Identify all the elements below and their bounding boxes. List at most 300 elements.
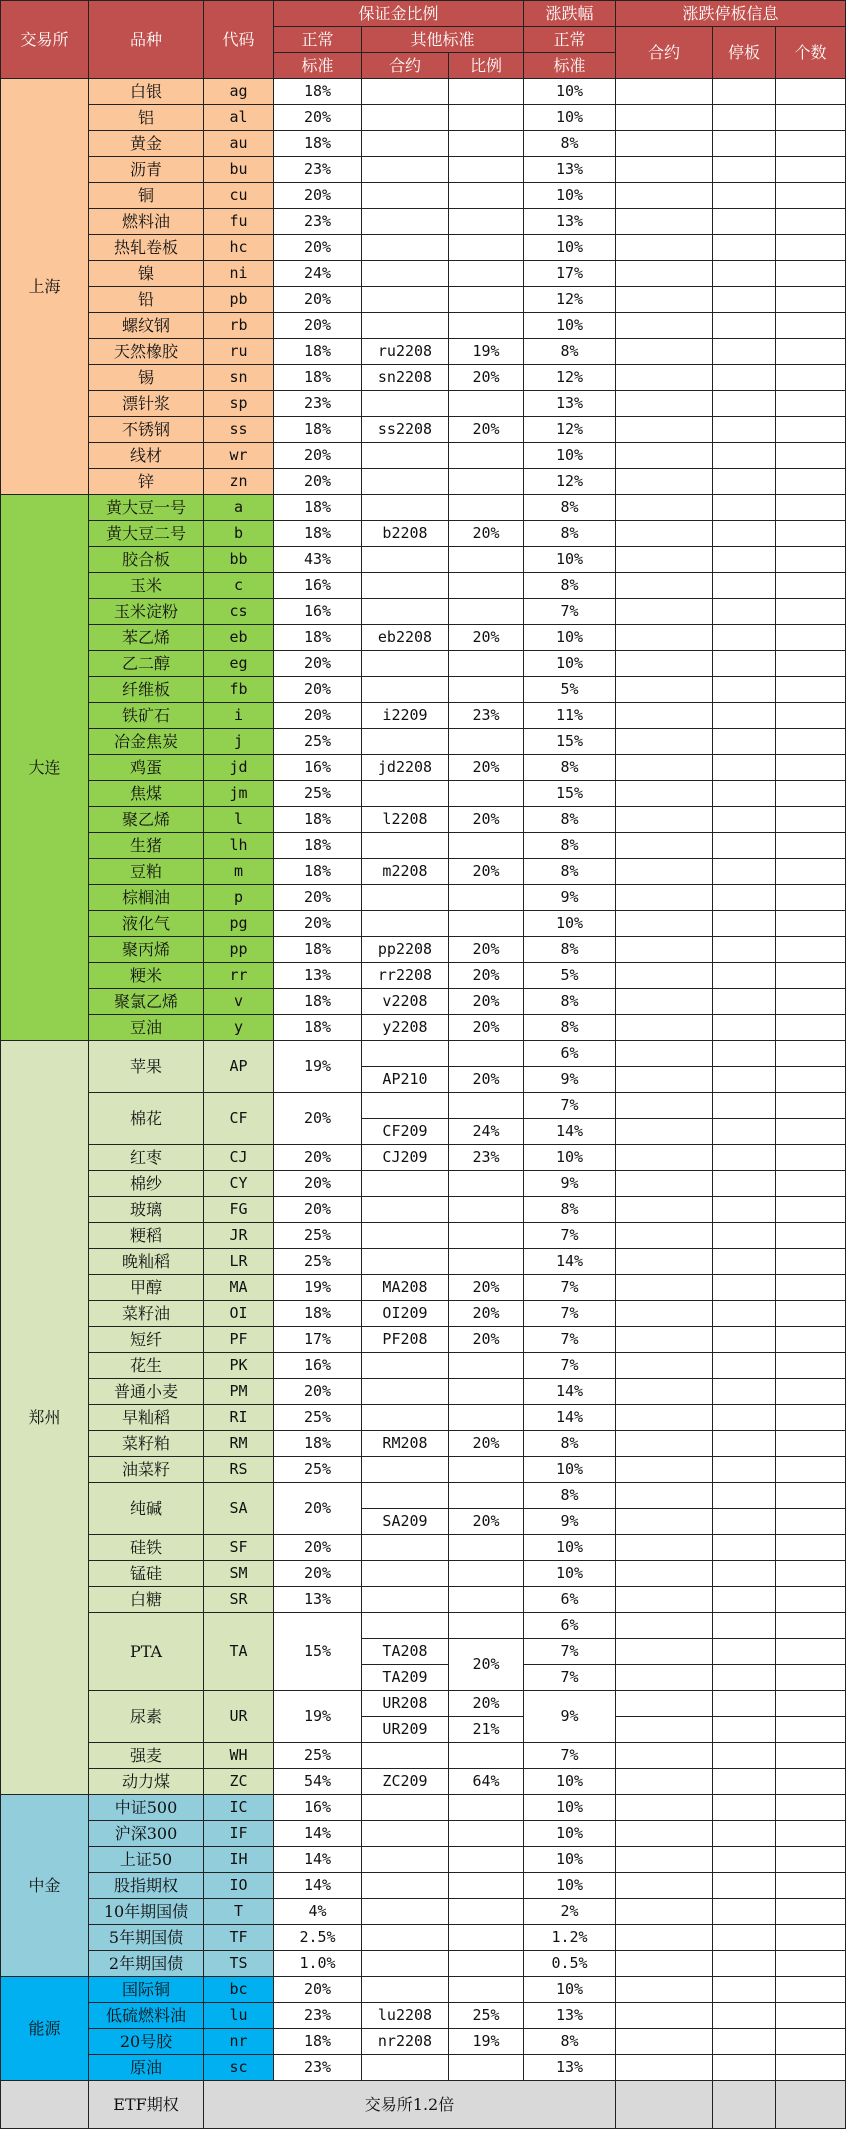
other-contract-cell <box>362 1353 449 1379</box>
info-stop-cell <box>713 1795 776 1821</box>
info-contract-cell <box>616 1119 713 1145</box>
other-contract-cell <box>362 1483 449 1509</box>
product-cell: 铅 <box>89 287 204 313</box>
info-count-cell <box>776 573 846 599</box>
limit-normal-cell: 8% <box>524 1431 616 1457</box>
other-contract-cell <box>362 1561 449 1587</box>
margin-normal-cell: 18% <box>274 625 362 651</box>
header-margin-group: 保证金比例 <box>274 1 524 27</box>
table-row <box>1 833 846 859</box>
code-cell: rb <box>204 313 274 339</box>
limit-normal-cell: 8% <box>524 495 616 521</box>
code-cell: SA <box>204 1483 274 1535</box>
info-count-cell <box>776 1301 846 1327</box>
info-count-cell <box>776 703 846 729</box>
info-contract-cell <box>616 1353 713 1379</box>
info-count-cell <box>776 131 846 157</box>
info-stop-cell <box>713 261 776 287</box>
margin-normal-cell: 20% <box>274 1093 362 1145</box>
product-cell: 线材 <box>89 443 204 469</box>
other-contract-cell: UR208 <box>362 1691 449 1717</box>
info-count-cell <box>776 1483 846 1509</box>
info-stop-cell <box>713 963 776 989</box>
info-contract-cell <box>616 131 713 157</box>
other-ratio-cell <box>449 1093 524 1119</box>
code-cell: i <box>204 703 274 729</box>
info-stop-cell <box>713 937 776 963</box>
other-contract-cell: CJ209 <box>362 1145 449 1171</box>
other-contract-cell: m2208 <box>362 859 449 885</box>
limit-normal-cell: 10% <box>524 651 616 677</box>
other-ratio-cell: 24% <box>449 1119 524 1145</box>
code-cell: fu <box>204 209 274 235</box>
table-row <box>1 885 846 911</box>
other-ratio-cell: 20% <box>449 1067 524 1093</box>
info-contract-cell <box>616 365 713 391</box>
limit-normal-cell: 12% <box>524 365 616 391</box>
info-stop-cell <box>713 677 776 703</box>
info-stop-cell <box>713 209 776 235</box>
info-count-cell <box>776 495 846 521</box>
margin-normal-cell: 18% <box>274 989 362 1015</box>
other-contract-cell <box>362 573 449 599</box>
table-row <box>1 287 846 313</box>
code-cell: WH <box>204 1743 274 1769</box>
info-contract-cell <box>616 1743 713 1769</box>
margin-normal-cell: 20% <box>274 313 362 339</box>
info-contract-cell <box>616 1067 713 1093</box>
info-count-cell <box>776 443 846 469</box>
info-contract-cell <box>616 1015 713 1041</box>
info-count-cell <box>776 391 846 417</box>
info-stop-cell <box>713 1093 776 1119</box>
info-stop-cell <box>713 313 776 339</box>
info-count-cell <box>776 1951 846 1977</box>
other-contract-cell: AP210 <box>362 1067 449 1093</box>
info-count-cell <box>776 1587 846 1613</box>
table-row <box>1 339 846 365</box>
table-row <box>1 1613 846 1639</box>
limit-normal-cell: 13% <box>524 157 616 183</box>
margin-normal-cell: 20% <box>274 287 362 313</box>
info-count-cell <box>776 547 846 573</box>
table-row <box>1 1899 846 1925</box>
info-stop-cell <box>713 755 776 781</box>
other-contract-cell <box>362 391 449 417</box>
table-row <box>1 1353 846 1379</box>
product-cell: 铝 <box>89 105 204 131</box>
info-contract-cell <box>616 625 713 651</box>
limit-normal-cell: 10% <box>524 911 616 937</box>
other-contract-cell: OI209 <box>362 1301 449 1327</box>
product-cell: 豆油 <box>89 1015 204 1041</box>
margin-normal-cell: 20% <box>274 443 362 469</box>
info-count-cell <box>776 1093 846 1119</box>
info-stop-cell <box>713 365 776 391</box>
info-stop-cell <box>713 885 776 911</box>
limit-normal-cell: 10% <box>524 443 616 469</box>
limit-normal-cell: 8% <box>524 859 616 885</box>
info-stop-cell <box>713 2003 776 2029</box>
margin-normal-cell: 18% <box>274 833 362 859</box>
info-count-cell <box>776 781 846 807</box>
other-contract-cell <box>362 183 449 209</box>
code-cell: j <box>204 729 274 755</box>
other-contract-cell: l2208 <box>362 807 449 833</box>
table-row <box>1 469 846 495</box>
info-stop-cell <box>713 1327 776 1353</box>
other-contract-cell <box>362 1873 449 1899</box>
margin-normal-cell: 18% <box>274 495 362 521</box>
info-stop-cell <box>713 443 776 469</box>
other-ratio-cell <box>449 1951 524 1977</box>
margin-normal-cell: 13% <box>274 1587 362 1613</box>
product-cell: 甲醇 <box>89 1275 204 1301</box>
info-count-cell <box>776 2029 846 2055</box>
code-cell: eg <box>204 651 274 677</box>
info-count-cell <box>776 365 846 391</box>
table-row <box>1 1951 846 1977</box>
other-contract-cell <box>362 79 449 105</box>
info-contract-cell <box>616 417 713 443</box>
other-ratio-cell <box>449 781 524 807</box>
product-cell: 聚氯乙烯 <box>89 989 204 1015</box>
info-contract-cell <box>616 781 713 807</box>
info-count-cell <box>776 1275 846 1301</box>
info-contract-cell <box>616 989 713 1015</box>
info-stop-cell <box>713 339 776 365</box>
info-contract-cell <box>616 339 713 365</box>
other-ratio-cell <box>449 1353 524 1379</box>
other-ratio-cell <box>449 131 524 157</box>
product-cell: 铁矿石 <box>89 703 204 729</box>
margin-normal-cell: 25% <box>274 1405 362 1431</box>
info-stop-cell <box>713 1847 776 1873</box>
other-contract-cell <box>362 547 449 573</box>
info-count-cell <box>776 1067 846 1093</box>
code-cell: JR <box>204 1223 274 1249</box>
table-row <box>1 313 846 339</box>
product-cell: 5年期国债 <box>89 1925 204 1951</box>
other-contract-cell <box>362 1223 449 1249</box>
info-count-cell <box>776 1119 846 1145</box>
info-count-cell <box>776 755 846 781</box>
product-cell: 黄大豆一号 <box>89 495 204 521</box>
info-stop-cell <box>713 1951 776 1977</box>
product-cell: 纯碱 <box>89 1483 204 1535</box>
margin-normal-cell: 20% <box>274 1977 362 2003</box>
code-cell: PM <box>204 1379 274 1405</box>
other-contract-cell: RM208 <box>362 1431 449 1457</box>
margin-normal-cell: 23% <box>274 391 362 417</box>
product-cell: 燃料油 <box>89 209 204 235</box>
limit-normal-cell: 6% <box>524 1041 616 1067</box>
code-cell: SF <box>204 1535 274 1561</box>
info-count-cell <box>776 1873 846 1899</box>
info-contract-cell <box>616 963 713 989</box>
code-cell: SR <box>204 1587 274 1613</box>
info-count-cell <box>776 937 846 963</box>
info-stop-cell <box>713 1717 776 1743</box>
limit-normal-cell: 8% <box>524 937 616 963</box>
product-cell: 沪深300 <box>89 1821 204 1847</box>
table-row <box>1 547 846 573</box>
info-contract-cell <box>616 1665 713 1691</box>
table-row <box>1 599 846 625</box>
table-row <box>1 183 846 209</box>
limit-normal-cell: 10% <box>524 1769 616 1795</box>
limit-normal-cell: 15% <box>524 781 616 807</box>
product-cell: 白银 <box>89 79 204 105</box>
margin-normal-cell: 20% <box>274 183 362 209</box>
code-cell: TF <box>204 1925 274 1951</box>
info-stop-cell <box>713 1431 776 1457</box>
info-count-cell <box>776 2003 846 2029</box>
limit-normal-cell: 12% <box>524 287 616 313</box>
other-contract-cell <box>362 1847 449 1873</box>
etf-info-count-cell <box>776 2081 846 2129</box>
margin-normal-cell: 25% <box>274 729 362 755</box>
info-contract-cell <box>616 573 713 599</box>
info-stop-cell <box>713 807 776 833</box>
info-count-cell <box>776 1795 846 1821</box>
info-count-cell <box>776 963 846 989</box>
table-row <box>1 1327 846 1353</box>
margin-normal-cell: 16% <box>274 755 362 781</box>
info-count-cell <box>776 1405 846 1431</box>
table-row <box>1 651 846 677</box>
limit-normal-cell: 10% <box>524 1535 616 1561</box>
limit-normal-cell: 8% <box>524 2029 616 2055</box>
other-ratio-cell: 20% <box>449 963 524 989</box>
product-cell: 上证50 <box>89 1847 204 1873</box>
info-contract-cell <box>616 1561 713 1587</box>
code-cell: wr <box>204 443 274 469</box>
info-count-cell <box>776 79 846 105</box>
code-cell: l <box>204 807 274 833</box>
product-cell: 冶金焦炭 <box>89 729 204 755</box>
etf-info-contract-cell <box>616 2081 713 2129</box>
other-contract-cell <box>362 833 449 859</box>
info-stop-cell <box>713 1639 776 1665</box>
table-row <box>1 157 846 183</box>
header-other-standard: 其他标准 <box>362 27 524 53</box>
info-stop-cell <box>713 2029 776 2055</box>
code-cell: fb <box>204 677 274 703</box>
table-row <box>1 521 846 547</box>
limit-normal-cell: 10% <box>524 547 616 573</box>
other-ratio-cell <box>449 1223 524 1249</box>
header-code: 代码 <box>204 1 274 79</box>
product-cell: 苯乙烯 <box>89 625 204 651</box>
info-stop-cell <box>713 1275 776 1301</box>
product-cell: 胶合板 <box>89 547 204 573</box>
info-contract-cell <box>616 859 713 885</box>
code-cell: jd <box>204 755 274 781</box>
info-count-cell <box>776 677 846 703</box>
exchange-cell: 上海 <box>1 79 89 495</box>
info-stop-cell <box>713 703 776 729</box>
code-cell: CY <box>204 1171 274 1197</box>
margin-normal-cell: 14% <box>274 1873 362 1899</box>
margin-normal-cell: 20% <box>274 1483 362 1535</box>
info-contract-cell <box>616 833 713 859</box>
margin-normal-cell: 20% <box>274 235 362 261</box>
other-ratio-cell <box>449 651 524 677</box>
table-row <box>1 1561 846 1587</box>
info-contract-cell <box>616 1847 713 1873</box>
product-cell: 股指期权 <box>89 1873 204 1899</box>
info-contract-cell <box>616 937 713 963</box>
margin-normal-cell: 18% <box>274 417 362 443</box>
other-ratio-cell <box>449 391 524 417</box>
product-cell: 聚丙烯 <box>89 937 204 963</box>
info-contract-cell <box>616 469 713 495</box>
info-contract-cell <box>616 1223 713 1249</box>
other-ratio-cell <box>449 105 524 131</box>
info-contract-cell <box>616 885 713 911</box>
other-ratio-cell <box>449 1379 524 1405</box>
other-ratio-cell: 20% <box>449 1691 524 1717</box>
info-count-cell <box>776 235 846 261</box>
other-ratio-cell <box>449 2055 524 2081</box>
limit-normal-cell: 10% <box>524 1561 616 1587</box>
limit-normal-cell: 10% <box>524 183 616 209</box>
table-row <box>1 1431 846 1457</box>
info-count-cell <box>776 1665 846 1691</box>
product-cell: 低硫燃料油 <box>89 2003 204 2029</box>
table-row <box>1 1847 846 1873</box>
other-contract-cell <box>362 1379 449 1405</box>
info-contract-cell <box>616 1509 713 1535</box>
margin-normal-cell: 23% <box>274 209 362 235</box>
info-count-cell <box>776 1197 846 1223</box>
table-row <box>1 417 846 443</box>
table-row <box>1 391 846 417</box>
other-contract-cell: i2209 <box>362 703 449 729</box>
product-cell: 红枣 <box>89 1145 204 1171</box>
margin-normal-cell: 16% <box>274 1353 362 1379</box>
table-row <box>1 625 846 651</box>
code-cell: bu <box>204 157 274 183</box>
info-count-cell <box>776 1171 846 1197</box>
info-stop-cell <box>713 625 776 651</box>
code-cell: PK <box>204 1353 274 1379</box>
info-stop-cell <box>713 1535 776 1561</box>
table-row <box>1 1249 846 1275</box>
other-ratio-cell <box>449 209 524 235</box>
margin-normal-cell: 18% <box>274 937 362 963</box>
product-cell: 粳米 <box>89 963 204 989</box>
other-ratio-cell <box>449 79 524 105</box>
margin-normal-cell: 20% <box>274 1535 362 1561</box>
product-cell: 短纤 <box>89 1327 204 1353</box>
code-cell: sn <box>204 365 274 391</box>
code-cell: MA <box>204 1275 274 1301</box>
header-margin-normal-top: 正常 <box>274 27 362 53</box>
code-cell: p <box>204 885 274 911</box>
limit-normal-cell: 9% <box>524 1691 616 1743</box>
table-row <box>1 989 846 1015</box>
other-ratio-cell <box>449 287 524 313</box>
other-ratio-cell <box>449 1171 524 1197</box>
other-contract-cell <box>362 287 449 313</box>
product-cell: 中证500 <box>89 1795 204 1821</box>
other-contract-cell: lu2208 <box>362 2003 449 2029</box>
other-ratio-cell: 20% <box>449 807 524 833</box>
info-stop-cell <box>713 1769 776 1795</box>
code-cell: IH <box>204 1847 274 1873</box>
table-row <box>1 573 846 599</box>
other-contract-cell <box>362 1457 449 1483</box>
info-contract-cell <box>616 547 713 573</box>
info-stop-cell <box>713 1613 776 1639</box>
limit-normal-cell: 10% <box>524 1457 616 1483</box>
code-cell: RI <box>204 1405 274 1431</box>
margin-normal-cell: 18% <box>274 1301 362 1327</box>
table-row <box>1 1197 846 1223</box>
info-stop-cell <box>713 469 776 495</box>
limit-normal-cell: 7% <box>524 1301 616 1327</box>
product-cell: 白糖 <box>89 1587 204 1613</box>
limit-normal-cell: 12% <box>524 469 616 495</box>
info-count-cell <box>776 1743 846 1769</box>
other-contract-cell: y2208 <box>362 1015 449 1041</box>
table-row <box>1 1873 846 1899</box>
info-contract-cell <box>616 1717 713 1743</box>
info-count-cell <box>776 1431 846 1457</box>
product-cell: 液化气 <box>89 911 204 937</box>
info-count-cell <box>776 989 846 1015</box>
margin-normal-cell: 2.5% <box>274 1925 362 1951</box>
exchange-cell: 中金 <box>1 1795 89 1977</box>
limit-normal-cell: 10% <box>524 625 616 651</box>
code-cell: au <box>204 131 274 157</box>
code-cell: RS <box>204 1457 274 1483</box>
other-ratio-cell: 20% <box>449 1301 524 1327</box>
code-cell: UR <box>204 1691 274 1743</box>
product-cell: 豆粕 <box>89 859 204 885</box>
other-ratio-cell: 19% <box>449 2029 524 2055</box>
info-count-cell <box>776 105 846 131</box>
margin-normal-cell: 16% <box>274 573 362 599</box>
other-ratio-cell: 23% <box>449 703 524 729</box>
info-stop-cell <box>713 1873 776 1899</box>
limit-normal-cell: 17% <box>524 261 616 287</box>
table-row <box>1 1093 846 1119</box>
other-contract-cell <box>362 1197 449 1223</box>
table-row <box>1 105 846 131</box>
product-cell: 聚乙烯 <box>89 807 204 833</box>
info-count-cell <box>776 2055 846 2081</box>
other-contract-cell: ru2208 <box>362 339 449 365</box>
other-ratio-cell: 20% <box>449 1509 524 1535</box>
table-row <box>1 2055 846 2081</box>
limit-normal-cell: 14% <box>524 1405 616 1431</box>
other-contract-cell <box>362 131 449 157</box>
etf-row <box>1 2081 846 2129</box>
other-contract-cell <box>362 443 449 469</box>
limit-normal-cell: 10% <box>524 1795 616 1821</box>
other-ratio-cell <box>449 885 524 911</box>
product-cell: 鸡蛋 <box>89 755 204 781</box>
info-count-cell <box>776 1145 846 1171</box>
other-contract-cell <box>362 677 449 703</box>
other-ratio-cell: 20% <box>449 755 524 781</box>
limit-normal-cell: 0.5% <box>524 1951 616 1977</box>
info-contract-cell <box>616 1093 713 1119</box>
limit-normal-cell: 7% <box>524 1275 616 1301</box>
